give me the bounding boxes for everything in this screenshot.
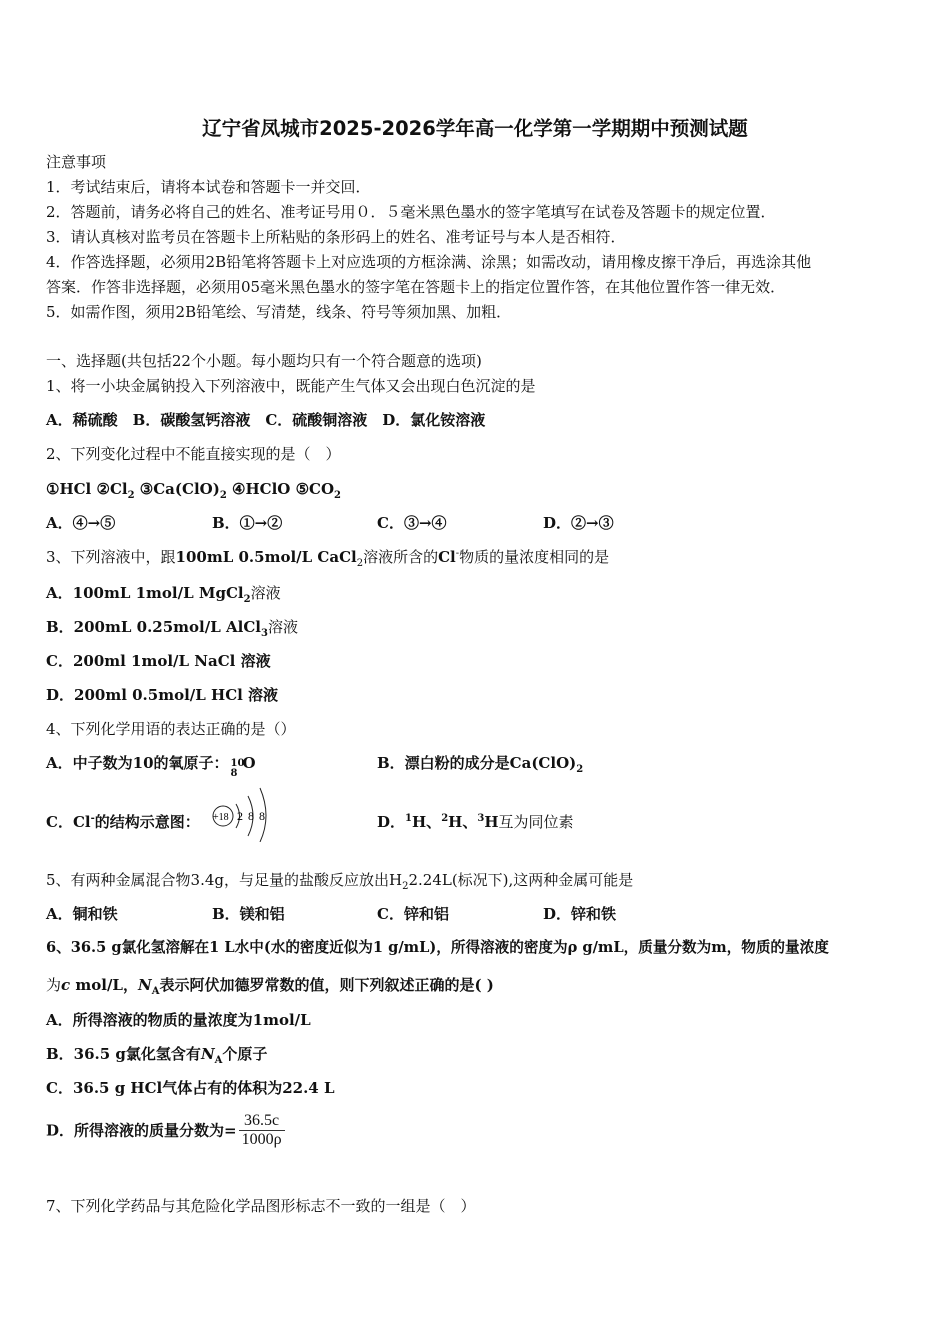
chloride-ion-structure-diagram [206,784,278,842]
option-c: C．Cl-的结构示意图： [46,813,200,831]
question-stem: 7、下列化学药品与其危险化学品图形标志不一致的一组是（ ） [46,1197,476,1215]
section-heading: 一、选择题(共包括22个小题。每小题均只有一个符合题意的选项) [46,352,482,370]
q2-item: ②Cl [96,480,128,498]
question-stem: 5、有两种金属混合物3.4g，与足量的盐酸反应放出$H_22.24L$(标况下),这两种金属可能是 [46,871,634,892]
notice-heading: 注意事项 [46,153,107,171]
question-stem: 1、将一小块金属钠投入下列溶液中，既能产生气体又会出现白色沉淀的是 [46,377,536,395]
q2-item: ④HClO [232,480,291,498]
option-a: A．铜和铁 [46,905,118,923]
nucleus-label: +18 [213,812,229,823]
q2-item: ①HCl [46,480,92,498]
notice-item: 答案．作答非选择题，必须用05毫米黑色墨水的签字笔在答题卡上的指定位置作答，在其他位置作答一律无效． [46,278,786,296]
question-stem: 2、下列变化过程中不能直接实现的是（ ） [46,445,341,463]
option-b: B．200mL 0.25mol/L AlCl$_3$溶液 [46,618,298,639]
option-b: B．①→② [212,514,283,532]
option-c: C．锌和铝 [377,905,449,923]
notice-item: 4．作答选择题，必须用2B铅笔将答题卡上对应选项的方框涂满、涂黑；如需改动，请用橡皮擦干净后，再选涂其他 [46,253,812,271]
option-a: A．中子数为10的氧原子： 10 8 O [46,754,256,779]
option-a: A．100mL 1mol/L MgCl$_2$溶液 [46,584,281,605]
option-b: B．36.5 g氯化氢含有$N_A$个原子 [46,1045,268,1066]
option-d: D．所得溶液的质量分数为= $\frac{36.5c}{1000\rho}$ [46,1112,285,1149]
option-d: D．$^1$H、$^2$H、$^3$H互为同位素 [377,813,574,831]
option-b: B．漂白粉的成分是$Ca(ClO)_2$ [377,754,584,775]
option-b: B．镁和铝 [212,905,285,923]
option-a: A．所得溶液的物质的量浓度为1mol/L [46,1011,311,1029]
question-options: A．稀硫酸 B．碳酸氢钙溶液 C．硫酸铜溶液 D．氯化铵溶液 [46,411,486,429]
q2-item: ⑤CO [295,480,335,498]
notice-item: 5．如需作图，须用2B铅笔绘、写清楚，线条、符号等须加黑、加粗． [46,303,512,321]
option-c: C．36.5 g HCl气体占有的体积为22.4 L [46,1079,335,1097]
shell-electrons: 2 8 8 [237,809,266,823]
option-c: C．200ml 1mol/L NaCl 溶液 [46,652,271,670]
question-stem: 6、36.5 g氯化氢溶解在1 L水中(水的密度近似为1 g/mL)，所得溶液的密度为ρ g/mL，质量分数为m，物质的量浓度 [46,939,829,956]
notice-item: 1．考试结束后，请将本试卷和答题卡一并交回． [46,178,371,196]
option-d: D．200ml 0.5mol/L HCl 溶液 [46,686,279,704]
notice-item: 2．答题前，请务必将自己的姓名、准考证号用０．５毫米黑色墨水的签字笔填写在试卷及答题卡的规定位置． [46,203,776,221]
page-title: 辽宁省凤城市2025-2026学年高一化学第一学期期中预测试题 [202,117,748,140]
option-d: D．②→③ [543,514,614,532]
option-d: D．锌和铁 [543,905,617,923]
question-stem: 3、下列溶液中，跟100mL 0.5mol/L CaCl$_2$溶液所含的Cl-物质的量浓度相同的是 [46,548,610,569]
question-stem: 4、下列化学用语的表达正确的是（） [46,720,296,738]
q2-substances: ①HCl $②Cl_2$ $③Ca(ClO)_2$ ④HClO $⑤CO_2$ [46,480,341,501]
fraction: $\frac{36.5c}{1000\rho}$ [239,1112,285,1149]
q2-item: ③Ca(ClO) [139,480,220,498]
option-a: A．④→⑤ [46,514,116,532]
notice-item: 3．请认真核对监考员在答题卡上所粘贴的条形码上的姓名、准考证号与本人是否相符． [46,228,626,246]
option-c: C．③→④ [377,514,447,532]
question-stem-cont: 为c mol/L，$N_A$表示阿伏加德罗常数的值，则下列叙述正确的是( ) [46,976,494,997]
